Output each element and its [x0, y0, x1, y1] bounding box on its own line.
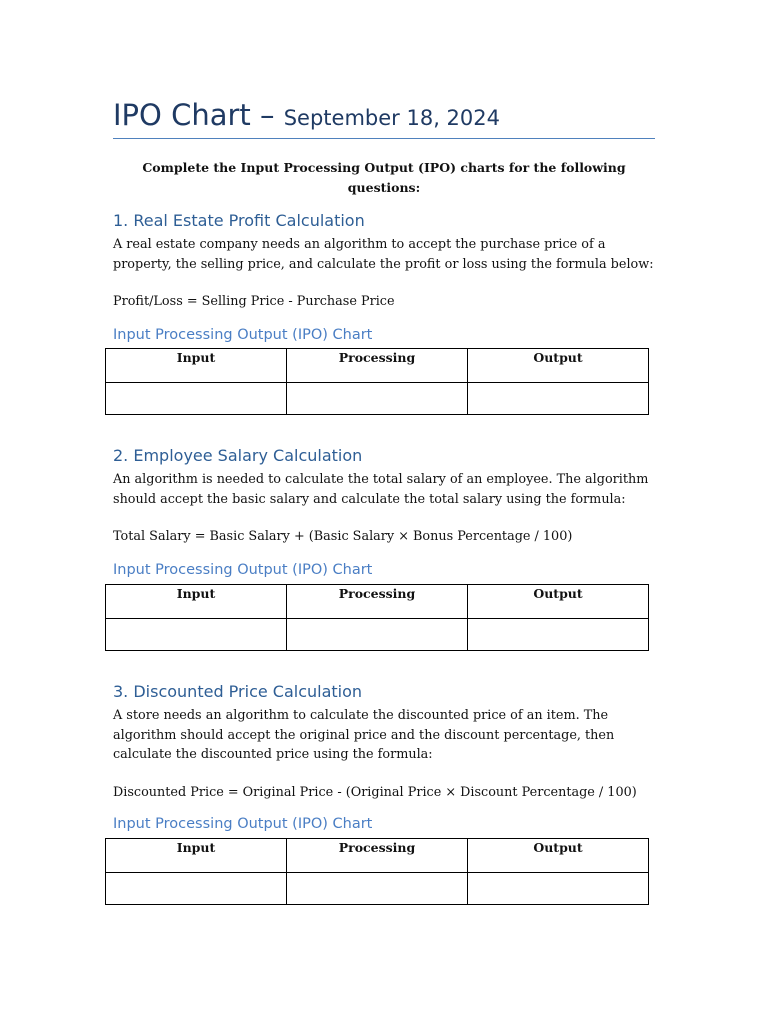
input-cell[interactable] [106, 383, 287, 415]
section-1-chart-heading-wrap [113, 325, 658, 345]
section-2-chart-heading: Input Processing Output (IPO) Chart [113, 562, 373, 578]
column-header-input: Input [106, 349, 287, 383]
title-main: IPO Chart [113, 98, 251, 132]
section-2-ipo-table [105, 584, 649, 651]
title-date: September 18, 2024 [283, 106, 500, 130]
column-header-processing: Processing [287, 839, 468, 873]
section-3-formula: Discounted Price = Original Price - (Original Price × Discount Percentage / 100) [113, 784, 637, 800]
title-underline [113, 138, 655, 139]
section-1-ipo-table [105, 348, 649, 415]
title-dash: – [250, 98, 284, 132]
section-2-paragraph: An algorithm is needed to calculate the total salary of an employee. The algorithm should accept the basic salary and calculate the total salary using the formula: [113, 472, 649, 507]
processing-cell[interactable] [287, 873, 468, 905]
section-1 [113, 209, 658, 312]
output-cell[interactable] [468, 619, 649, 651]
processing-cell[interactable] [287, 383, 468, 415]
section-3-chart-heading-wrap [113, 814, 658, 834]
section-1-chart-heading: Input Processing Output (IPO) Chart [113, 327, 373, 343]
column-header-output: Output [468, 839, 649, 873]
title-block [113, 96, 655, 134]
table-row [106, 619, 649, 651]
output-cell[interactable] [468, 383, 649, 415]
processing-cell[interactable] [287, 619, 468, 651]
column-header-processing: Processing [287, 585, 468, 619]
column-header-output: Output [468, 585, 649, 619]
page-title [113, 96, 655, 134]
table-header-row [106, 839, 649, 873]
output-cell[interactable] [468, 873, 649, 905]
section-1-paragraph: A real estate company needs an algorithm to accept the purchase price of a property, the selling price, and calculate the profit or loss using the formula below: [113, 237, 654, 272]
instructions: Complete the Input Processing Output (IPO) charts for the following questions: [142, 160, 626, 195]
section-2-heading: 2. Employee Salary Calculation [113, 446, 363, 465]
section-3-chart-heading: Input Processing Output (IPO) Chart [113, 816, 373, 832]
section-3 [113, 680, 658, 803]
input-cell[interactable] [106, 619, 287, 651]
section-2 [113, 444, 658, 547]
section-3-ipo-table [105, 838, 649, 905]
column-header-input: Input [106, 585, 287, 619]
table-row [106, 383, 649, 415]
section-1-formula: Profit/Loss = Selling Price - Purchase Price [113, 294, 395, 309]
column-header-output: Output [468, 349, 649, 383]
input-cell[interactable] [106, 873, 287, 905]
section-2-formula: Total Salary = Basic Salary + (Basic Salary × Bonus Percentage / 100) [113, 529, 573, 544]
section-3-paragraph: A store needs an algorithm to calculate the discounted price of an item. The algorithm should accept the original price and the discount percentage, then calculate the discounted price using the formula: [113, 708, 615, 762]
column-header-input: Input [106, 839, 287, 873]
section-3-heading: 3. Discounted Price Calculation [113, 682, 363, 701]
column-header-processing: Processing [287, 349, 468, 383]
table-header-row [106, 585, 649, 619]
section-2-chart-heading-wrap [113, 560, 658, 580]
section-1-heading: 1. Real Estate Profit Calculation [113, 211, 365, 230]
table-header-row [106, 349, 649, 383]
table-row [106, 873, 649, 905]
